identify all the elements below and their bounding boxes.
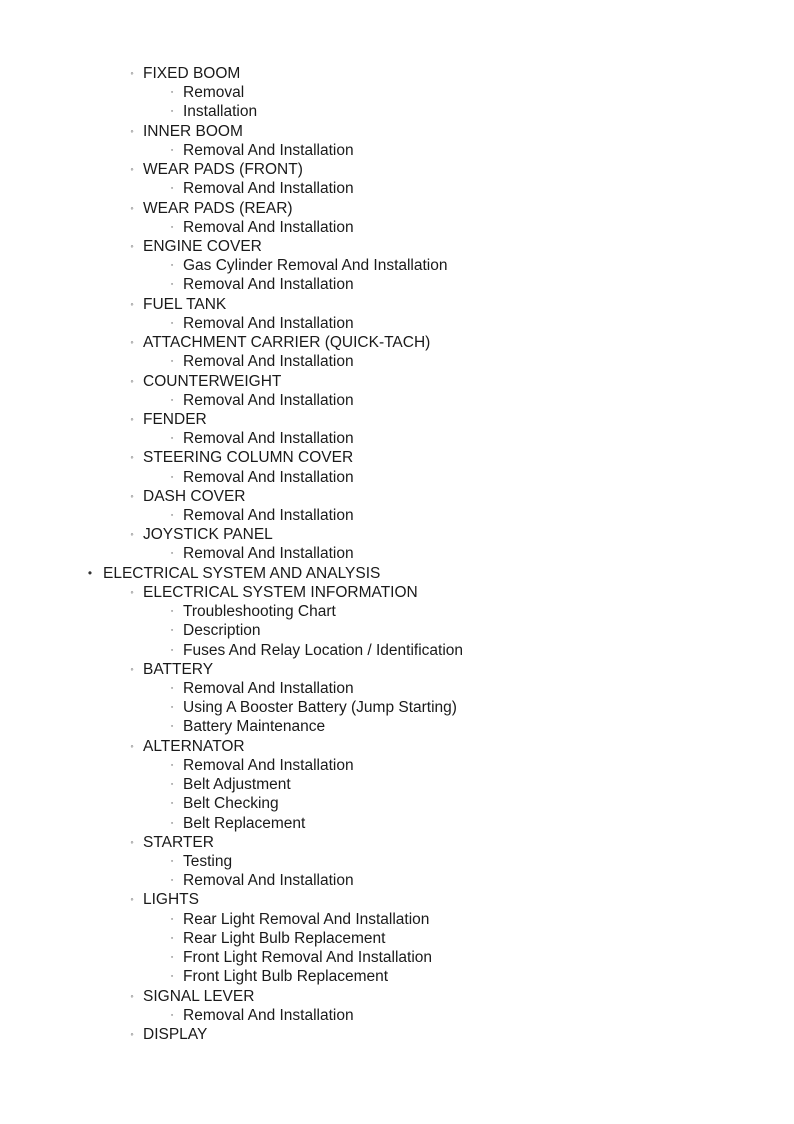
square-bullet-icon: ▫ bbox=[170, 723, 174, 731]
toc-label: Removal And Installation bbox=[183, 430, 354, 448]
toc-entry bbox=[0, 602, 794, 621]
toc-label: Removal And Installation bbox=[183, 391, 354, 409]
toc-label: Testing bbox=[183, 852, 233, 870]
toc-label: Removal And Installation bbox=[183, 507, 354, 525]
square-bullet-icon: ▫ bbox=[170, 915, 174, 923]
square-bullet-icon: ▫ bbox=[170, 800, 174, 808]
toc-subsection bbox=[0, 295, 794, 314]
toc-entry bbox=[0, 544, 794, 563]
circle-bullet-icon: ◦ bbox=[130, 894, 134, 905]
circle-bullet-icon: ◦ bbox=[130, 202, 134, 213]
toc-label: Removal And Installation bbox=[183, 680, 354, 697]
toc-label: Removal And Installation bbox=[183, 468, 354, 486]
toc-label: Removal And Installation bbox=[183, 141, 354, 159]
toc-label: JOYSTICK PANEL bbox=[143, 526, 273, 544]
toc-entry bbox=[0, 275, 794, 294]
square-bullet-icon: ▫ bbox=[170, 319, 174, 327]
toc-entry bbox=[0, 1006, 794, 1025]
square-bullet-icon: ▫ bbox=[170, 1011, 174, 1019]
circle-bullet-icon: ◦ bbox=[130, 1028, 134, 1039]
toc-label: Removal And Installation bbox=[183, 545, 354, 563]
circle-bullet-icon: ◦ bbox=[130, 836, 134, 847]
toc-label: Removal And Installation bbox=[183, 1006, 354, 1024]
toc-subsection bbox=[0, 122, 794, 141]
toc-subsection bbox=[0, 64, 794, 83]
toc-subsection bbox=[0, 448, 794, 467]
toc-entry bbox=[0, 179, 794, 198]
toc-entry bbox=[0, 256, 794, 275]
toc-entry bbox=[0, 929, 794, 948]
toc-label: STEERING COLUMN COVER bbox=[143, 449, 354, 467]
toc-label: Belt Replacement bbox=[183, 814, 306, 832]
toc-label: FIXED BOOM bbox=[143, 65, 241, 82]
toc-subsection bbox=[0, 199, 794, 218]
toc-section bbox=[0, 564, 794, 583]
toc-label: ATTACHMENT CARRIER (QUICK-TACH) bbox=[143, 334, 431, 352]
toc-label: Removal And Installation bbox=[183, 756, 354, 774]
circle-bullet-icon: ◦ bbox=[130, 164, 134, 175]
square-bullet-icon: ▫ bbox=[170, 281, 174, 289]
square-bullet-icon: ▫ bbox=[170, 396, 174, 404]
toc-subsection bbox=[0, 525, 794, 544]
toc-label: Installation bbox=[183, 103, 258, 121]
table-of-contents bbox=[0, 64, 794, 1044]
circle-bullet-icon: ◦ bbox=[130, 490, 134, 501]
toc-subsection bbox=[0, 1025, 794, 1044]
toc-label: WEAR PADS (REAR) bbox=[143, 199, 293, 217]
circle-bullet-icon: ◦ bbox=[130, 740, 134, 751]
toc-entry bbox=[0, 102, 794, 121]
toc-entry bbox=[0, 218, 794, 237]
toc-entry bbox=[0, 352, 794, 371]
toc-label: INNER BOOM bbox=[143, 122, 243, 140]
toc-subsection bbox=[0, 660, 794, 679]
toc-entry bbox=[0, 698, 794, 717]
toc-entry bbox=[0, 468, 794, 487]
square-bullet-icon: ▫ bbox=[170, 473, 174, 481]
toc-entry bbox=[0, 679, 794, 698]
toc-label: FENDER bbox=[143, 410, 207, 428]
toc-label: Using A Booster Battery (Jump Starting) bbox=[183, 699, 457, 717]
toc-entry bbox=[0, 391, 794, 410]
toc-label: Gas Cylinder Removal And Installation bbox=[183, 257, 448, 275]
toc-entry bbox=[0, 948, 794, 967]
toc-label: WEAR PADS (FRONT) bbox=[143, 161, 303, 179]
square-bullet-icon: ▫ bbox=[170, 646, 174, 654]
circle-bullet-icon: ◦ bbox=[130, 990, 134, 1001]
square-bullet-icon: ▫ bbox=[170, 146, 174, 154]
toc-entry bbox=[0, 775, 794, 794]
toc-entry bbox=[0, 621, 794, 640]
circle-bullet-icon: ◦ bbox=[130, 413, 134, 424]
toc-subsection bbox=[0, 372, 794, 391]
square-bullet-icon: ▫ bbox=[170, 954, 174, 962]
toc-label: COUNTERWEIGHT bbox=[143, 372, 282, 390]
square-bullet-icon: ▫ bbox=[170, 550, 174, 558]
toc-entry bbox=[0, 852, 794, 871]
toc-label: BATTERY bbox=[143, 660, 214, 678]
toc-subsection bbox=[0, 987, 794, 1006]
toc-label: LIGHTS bbox=[143, 891, 199, 909]
toc-subsection bbox=[0, 583, 794, 602]
square-bullet-icon: ▫ bbox=[170, 781, 174, 789]
toc-subsection bbox=[0, 833, 794, 852]
circle-bullet-icon: ◦ bbox=[130, 663, 134, 674]
square-bullet-icon: ▫ bbox=[170, 761, 174, 769]
toc-label: DISPLAY bbox=[143, 1025, 208, 1043]
toc-subsection bbox=[0, 737, 794, 756]
toc-label: DASH COVER bbox=[143, 487, 246, 505]
square-bullet-icon: ▫ bbox=[170, 627, 174, 635]
toc-entry bbox=[0, 141, 794, 160]
toc-label: Removal And Installation bbox=[183, 180, 354, 198]
toc-label: Belt Checking bbox=[183, 795, 279, 813]
toc-label: Front Light Bulb Replacement bbox=[183, 968, 389, 986]
square-bullet-icon: ▫ bbox=[170, 512, 174, 520]
square-bullet-icon: ▫ bbox=[170, 358, 174, 366]
toc-entry bbox=[0, 314, 794, 333]
toc-label: Troubleshooting Chart bbox=[183, 603, 336, 621]
toc-entry bbox=[0, 910, 794, 929]
bullet-icon: • bbox=[87, 565, 93, 580]
square-bullet-icon: ▫ bbox=[170, 108, 174, 116]
square-bullet-icon: ▫ bbox=[170, 877, 174, 885]
circle-bullet-icon: ◦ bbox=[130, 529, 134, 540]
square-bullet-icon: ▫ bbox=[170, 223, 174, 231]
square-bullet-icon: ▫ bbox=[170, 262, 174, 270]
toc-subsection bbox=[0, 237, 794, 256]
toc-entry bbox=[0, 83, 794, 102]
toc-subsection bbox=[0, 160, 794, 179]
toc-subsection bbox=[0, 487, 794, 506]
toc-label: Fuses And Relay Location / Identification bbox=[183, 641, 464, 659]
toc-label: ENGINE COVER bbox=[143, 237, 262, 255]
toc-entry bbox=[0, 794, 794, 813]
toc-subsection bbox=[0, 890, 794, 909]
toc-subsection bbox=[0, 410, 794, 429]
square-bullet-icon: ▫ bbox=[170, 819, 174, 827]
toc-label: Removal bbox=[183, 84, 245, 102]
circle-bullet-icon: ◦ bbox=[130, 375, 134, 386]
toc-label: STARTER bbox=[143, 833, 214, 851]
square-bullet-icon: ▫ bbox=[170, 857, 174, 865]
toc-label: Removal And Installation bbox=[183, 353, 354, 371]
circle-bullet-icon: ◦ bbox=[130, 240, 134, 251]
toc-label: SIGNAL LEVER bbox=[143, 987, 255, 1005]
toc-entry bbox=[0, 717, 794, 736]
toc-entry bbox=[0, 814, 794, 833]
circle-bullet-icon: ◦ bbox=[130, 125, 134, 136]
toc-label: Rear Light Removal And Installation bbox=[183, 910, 430, 928]
toc-label: Removal And Installation bbox=[183, 314, 354, 332]
square-bullet-icon: ▫ bbox=[170, 934, 174, 942]
square-bullet-icon: ▫ bbox=[170, 608, 174, 616]
toc-entry bbox=[0, 756, 794, 775]
toc-label: Description bbox=[183, 622, 261, 640]
square-bullet-icon: ▫ bbox=[170, 435, 174, 443]
toc-label: Rear Light Bulb Replacement bbox=[183, 929, 386, 947]
toc-label: Front Light Removal And Installation bbox=[183, 949, 432, 967]
square-bullet-icon: ▫ bbox=[170, 89, 174, 97]
toc-entry bbox=[0, 429, 794, 448]
toc-entry bbox=[0, 641, 794, 660]
circle-bullet-icon: ◦ bbox=[130, 68, 134, 78]
circle-bullet-icon: ◦ bbox=[130, 337, 134, 348]
toc-entry bbox=[0, 506, 794, 525]
square-bullet-icon: ▫ bbox=[170, 704, 174, 712]
toc-subsection bbox=[0, 333, 794, 352]
toc-label: Removal And Installation bbox=[183, 276, 354, 294]
circle-bullet-icon: ◦ bbox=[130, 298, 134, 309]
toc-label: Battery Maintenance bbox=[183, 718, 326, 736]
toc-label: Removal And Installation bbox=[183, 872, 354, 890]
toc-label: ELECTRICAL SYSTEM AND ANALYSIS bbox=[103, 564, 381, 582]
toc-label: Belt Adjustment bbox=[183, 776, 291, 794]
toc-label: FUEL TANK bbox=[143, 295, 227, 313]
square-bullet-icon: ▫ bbox=[170, 185, 174, 193]
square-bullet-icon: ▫ bbox=[170, 973, 174, 981]
circle-bullet-icon: ◦ bbox=[130, 452, 134, 463]
toc-label: Removal And Installation bbox=[183, 218, 354, 236]
toc-label: ELECTRICAL SYSTEM INFORMATION bbox=[143, 583, 418, 601]
square-bullet-icon: ▫ bbox=[170, 685, 174, 692]
toc-entry bbox=[0, 871, 794, 890]
circle-bullet-icon: ◦ bbox=[130, 586, 134, 597]
toc-entry bbox=[0, 967, 794, 986]
toc-label: ALTERNATOR bbox=[143, 737, 245, 755]
